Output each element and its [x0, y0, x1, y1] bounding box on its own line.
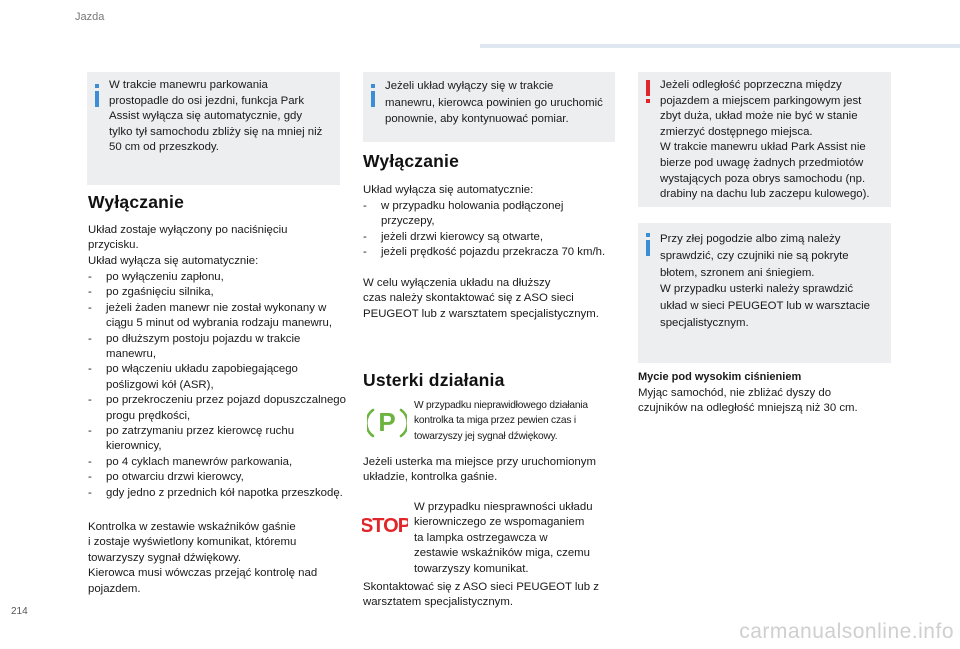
wash-text: Myjąc samochód, nie zbliżać dyszy do czujników na odległość mniejszą niż 30 cm. [638, 387, 858, 415]
stop-warning-icon [362, 512, 408, 536]
info-note-text-2: Jeżeli układ wyłączy się w trakcie manewru, kierowca powinien go uruchomić ponownie, aby kontynuować pomiar. [385, 80, 603, 126]
warning-box [638, 72, 891, 207]
list-item: - po włączeniu układu zapobiegającego poślizgowi kół (ASR), [88, 362, 348, 393]
list-item: - po zgaśnięciu silnika, [88, 285, 348, 300]
page-number: 214 [11, 606, 28, 617]
list-item: - jeżeli żaden manewr nie został wykonany w ciągu 5 minut od wybrania rodzaju manewru, [88, 301, 348, 332]
list-item: - po wyłączeniu zapłonu, [88, 270, 348, 285]
list-item: - jeżeli drzwi kierowcy są otwarte, [363, 230, 618, 245]
watermark: carmanualsonline.info [739, 620, 954, 643]
heading-usterki: Usterki działania [363, 370, 505, 390]
info-note-text: W trakcie manewru parkowania prostopadle do osi jezdni, funkcja Park Assist wyłącza się automatycznie, gdy tylko tył samochodu zbliży się na mniej niż 50 cm od przeszkody. [109, 79, 323, 154]
heading-wylaczanie-1: Wyłączanie [88, 192, 185, 212]
deactivation-outro: Kontrolka w zestawie wskaźników gaśnie i zostaje wyświetlony komunikat, któremu towarzyszy sygnał dźwiękowy. Kierowca musi wówczas przejąć kontrolę nad pojazdem. [88, 521, 318, 595]
weather-note-box [638, 223, 891, 363]
auto-deactivation-list [363, 199, 618, 261]
info-icon [371, 91, 375, 107]
info-note-box-2 [363, 72, 615, 142]
info-icon [646, 240, 650, 256]
list-item: - w przypadku holowania podłączonej przyczepy, [363, 199, 618, 230]
list-item: - gdy jedno z przednich kół napotka przeszkodę. [88, 486, 348, 501]
warning-text: Jeżeli odległość poprzeczna między pojazdem a miejscem parkingowym jest zbyt duża, układ może nie być w stanie zmierzyć dostępnego miejsca. W trakcie manewru układ Park Assist nie bierze pod uwagę żadnych przedmiotów wystających poza obrys samochodu (np. drabiny na dachu lub zaczepu kulowego). [660, 79, 870, 201]
parking-warning-icon [367, 402, 407, 442]
section-title: Jazda [75, 11, 105, 23]
wash-title: Mycie pod wysokim ciśnieniem [638, 371, 802, 383]
header-divider [480, 44, 960, 48]
list-item: - po zatrzymaniu przez kierowcę ruchu kierownicy, [88, 424, 348, 455]
long-term-deactivation: W celu wyłączenia układu na dłuższy czas należy skontaktować się z ASO sieci PEUGEOT lub z warsztatem specjalistycznym. [363, 277, 599, 320]
list-item: - po otwarciu drzwi kierowcy, [88, 470, 348, 485]
list-item: - po dłuższym postoju pojazdu w trakcie manewru, [88, 332, 348, 363]
list-item: - po 4 cyklach manewrów parkowania, [88, 455, 348, 470]
fault-blink-text: W przypadku nieprawidłowego działania kontrolka ta miga przez pewien czas i towarzyszy jej sygnał dźwiękowy. [414, 400, 588, 442]
fault-off-text: Jeżeli usterka ma miejsce przy uruchomionym układzie, kontrolka gaśnie. [363, 456, 596, 484]
weather-note-text: Przy złej pogodzie albo zimą należy sprawdzić, czy czujniki nie są pokryte błotem, szronem ani śniegiem. W przypadku usterki należy sprawdzić układ w sieci PEUGEOT lub w warsztacie specjalistycznym. [660, 233, 870, 329]
auto-deactivation-intro: Układ wyłącza się automatycznie: [363, 184, 534, 196]
stop-icon-label: STOP [362, 515, 408, 536]
heading-wylaczanie-2: Wyłączanie [363, 151, 460, 171]
contact-service-text: Skontaktować się z ASO sieci PEUGEOT lub z warsztatem specjalistycznym. [363, 581, 599, 609]
list-item: - po przekroczeniu przez pojazd dopuszczalnego progu prędkości, [88, 393, 348, 424]
deactivation-list [88, 270, 348, 501]
warning-icon [646, 80, 650, 96]
list-item: - jeżeli prędkość pojazdu przekracza 70 km/h. [363, 245, 618, 260]
steering-fault-text: W przypadku niesprawności układu kierowniczego ze wspomaganiem ta lampka ostrzegawcza w zestawie wskaźników miga, czemu towarzyszy komunikat. [414, 501, 593, 575]
info-note-box [87, 72, 340, 185]
parking-icon-letter: P [378, 407, 396, 437]
deactivation-intro: Układ zostaje wyłączony po naciśnięciu przycisku. Układ wyłącza się automatycznie: [88, 224, 288, 267]
info-icon [95, 91, 99, 107]
